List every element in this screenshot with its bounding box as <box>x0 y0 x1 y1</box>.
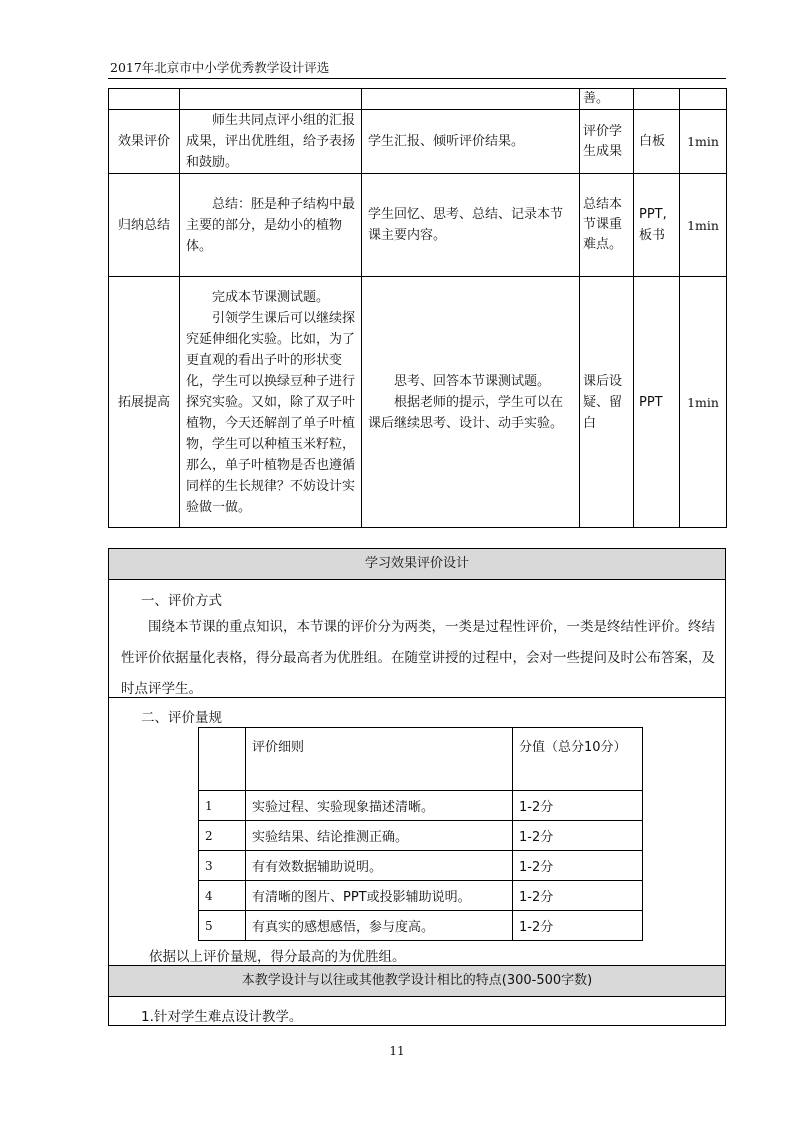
student-activity-p1: 思考、回答本节课测试题。 <box>394 373 551 389</box>
rubric-score: 1-2分 <box>513 821 643 851</box>
rubric-header-criterion: 评价细则 <box>246 728 513 791</box>
rubric-heading: 二、评价量规 <box>141 710 222 726</box>
table-row <box>199 881 643 911</box>
teacher-activity: 师生共同点评小组的汇报成果，评出优胜组，给予表扬和鼓励。 <box>180 110 362 174</box>
rubric-score: 1-2分 <box>513 851 643 881</box>
features-item-1: 1.针对学生难点设计教学。 <box>141 1009 303 1025</box>
features-title: 本教学设计与以往或其他教学设计相比的特点(300-500字数) <box>109 965 725 997</box>
media: 白板 <box>634 110 680 174</box>
student-activity-p2: 根据老师的提示，学生可以在课后继续思考、设计、动手实验。 <box>368 394 564 431</box>
evaluation-title: 学习效果评价设计 <box>109 549 725 580</box>
rubric-no: 2 <box>199 821 246 851</box>
table-row <box>109 110 727 174</box>
rubric-table <box>198 727 643 941</box>
stage-name: 效果评价 <box>109 110 180 174</box>
design-intent: 课后设疑、留白 <box>580 277 634 528</box>
table-row <box>199 911 643 941</box>
table-row <box>199 791 643 821</box>
table-row <box>199 851 643 881</box>
time: 1min <box>680 277 727 528</box>
rubric-criterion: 实验结果、结论推测正确。 <box>246 821 513 851</box>
rubric-criterion: 有有效数据辅助说明。 <box>246 851 513 881</box>
table-row <box>199 821 643 851</box>
header-rule <box>108 78 726 79</box>
rubric-criterion: 有真实的感想感悟，参与度高。 <box>246 911 513 941</box>
teacher-activity <box>180 277 362 528</box>
table-row <box>109 277 727 528</box>
student-activity: 学生汇报、倾听评价结果。 <box>362 110 580 174</box>
rubric-no: 4 <box>199 881 246 911</box>
media: PPT,板书 <box>634 174 680 277</box>
rubric-score: 1-2分 <box>513 791 643 821</box>
student-activity: 学生回忆、思考、总结、记录本节课主要内容。 <box>362 174 580 277</box>
rubric-header-score: 分值（总分10分） <box>513 728 643 791</box>
rubric-header-row <box>199 728 643 791</box>
teacher-activity: 总结：胚是种子结构中最主要的部分，是幼小的植物体。 <box>180 174 362 277</box>
time: 1min <box>680 174 727 277</box>
evaluation-section <box>108 548 726 1026</box>
page-number: 11 <box>389 1044 405 1058</box>
rubric-no: 1 <box>199 791 246 821</box>
intent-fragment: 善。 <box>580 89 634 110</box>
rubric-header-no <box>199 728 246 791</box>
table-row <box>109 89 727 110</box>
stage-name: 拓展提高 <box>109 277 180 528</box>
teacher-activity-p1: 完成本节课测试题。 <box>212 289 330 305</box>
design-intent: 评价学生成果 <box>580 110 634 174</box>
lesson-process-table <box>108 88 727 528</box>
rubric-note: 依据以上评价量规，得分最高的为优胜组。 <box>149 949 406 965</box>
method-heading: 一、评价方式 <box>141 593 222 609</box>
stage-name: 归纳总结 <box>109 174 180 277</box>
rubric-criterion: 有清晰的图片、PPT或投影辅助说明。 <box>246 881 513 911</box>
rubric-criterion: 实验过程、实验现象描述清晰。 <box>246 791 513 821</box>
document-header: 2017年北京市中小学优秀教学设计评选 <box>110 60 330 75</box>
student-activity <box>362 277 580 528</box>
rubric-no: 3 <box>199 851 246 881</box>
time: 1min <box>680 110 727 174</box>
rubric-score: 1-2分 <box>513 911 643 941</box>
table-row <box>109 174 727 277</box>
rubric-no: 5 <box>199 911 246 941</box>
design-intent: 总结本节课重难点。 <box>580 174 634 277</box>
section-divider <box>109 697 725 698</box>
method-text: 围绕本节课的重点知识，本节课的评价分为两类，一类是过程性评价，一类是终结性评价。终结性评价依据量化表格，得分最高者为优胜组。在随堂讲授的过程中，会对一些提问及时公布答案，及时点评学生。 <box>121 619 715 697</box>
rubric-score: 1-2分 <box>513 881 643 911</box>
teacher-activity-p2: 引领学生课后可以继续探究延伸细化实验。比如，为了更直观的看出子叶的形状变化，学生可以换绿豆种子进行探究实验。又如，除了双子叶植物，今天还解剖了单子叶植物，学生可以种植玉米籽粒，那么，单子叶植物是否也遵循同样的生长规律？不妨设计实验做一做。 <box>186 310 356 515</box>
media: PPT <box>634 277 680 528</box>
